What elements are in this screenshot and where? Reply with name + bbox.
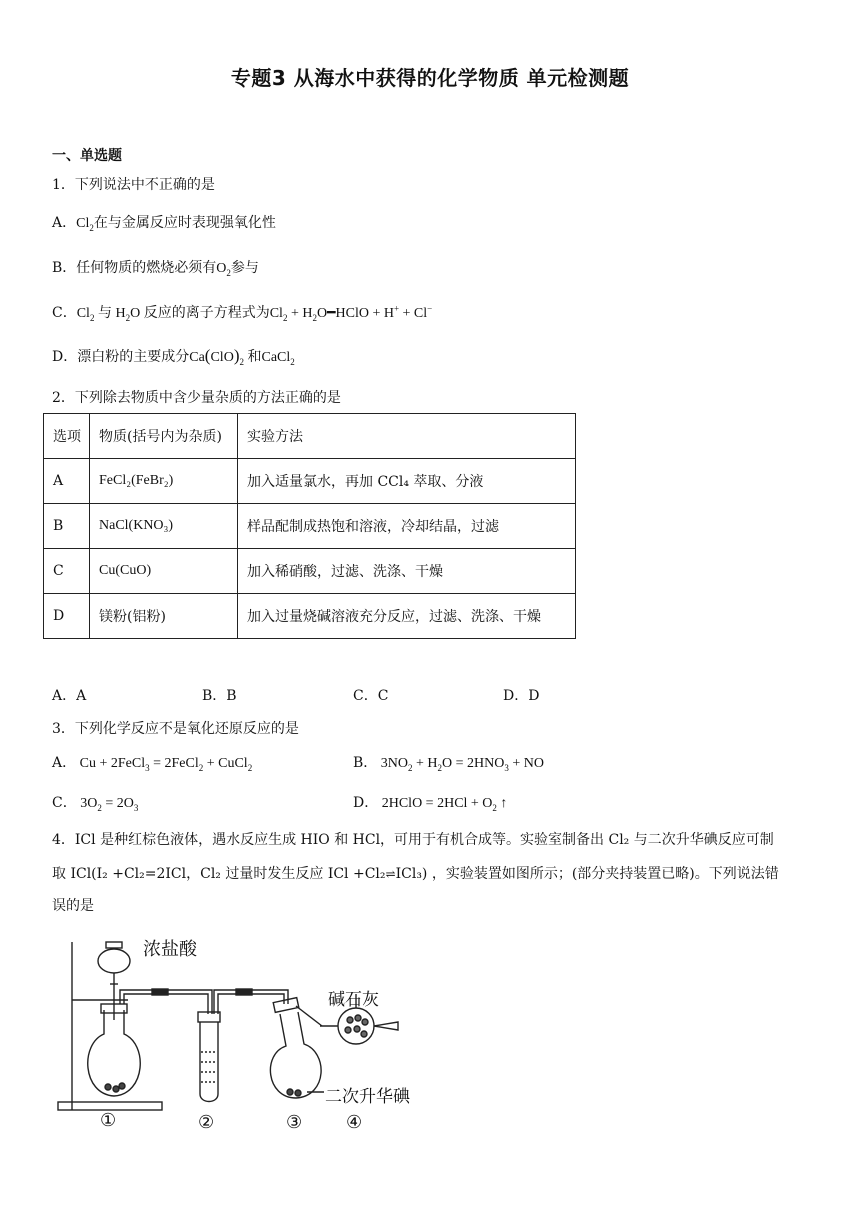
q1-option-c[interactable]: [52, 302, 432, 323]
q1-option-a[interactable]: [52, 212, 276, 233]
stand-base: [58, 1102, 162, 1110]
row-substance: Cu(CuO): [90, 549, 238, 594]
row-method: 样品配制成热饱和溶液，冷却结晶，过滤: [238, 504, 576, 549]
label-conc-hcl: 浓盐酸: [143, 939, 197, 960]
q2-choice-c[interactable]: C．C: [353, 688, 389, 704]
row-option: B: [44, 504, 90, 549]
q3-a-prefix: A．: [52, 755, 77, 771]
q1-b-prefix: B．任何物质的燃烧必须有: [52, 260, 217, 276]
page-title: 专题3 从海水中获得的化学物质 单元检测题: [230, 66, 630, 90]
header-method: 实验方法: [238, 414, 576, 459]
q1-stem: 1．下列说法中不正确的是: [52, 177, 215, 193]
label-number-1: ①: [100, 1110, 117, 1131]
row-substance: 镁粉(铝粉): [90, 594, 238, 639]
header-option: 选项: [44, 414, 90, 459]
q1-c-formula: $Cl_2$ 与 $H_2O$: [76, 306, 144, 323]
funnel-stopper: [106, 942, 122, 948]
q3-d-prefix: D．: [353, 795, 379, 811]
flask-3-stopper: [273, 998, 299, 1013]
q3-option-c[interactable]: [52, 792, 138, 813]
q1-d-mid: 和: [247, 349, 262, 365]
label-soda-lime: 碱石灰: [328, 990, 379, 1010]
q4-line-2: [52, 863, 779, 883]
q1-d-prefix: D．漂白粉的主要成分: [52, 349, 190, 365]
label-number-3: ③: [286, 1112, 303, 1133]
q1-option-d[interactable]: [52, 346, 295, 367]
label-number-4: ④: [346, 1112, 363, 1133]
q2-table: [43, 413, 576, 639]
row-substance: FeCl₂(FeBr₂): [90, 459, 238, 504]
section-heading: 一、单选题: [52, 148, 122, 164]
q4-line-2b: ICl₃) ，实验装置如图所示；(部分夹持装置已略)。下列说法错: [395, 866, 779, 882]
header-substance: 物质(括号内为杂质): [90, 414, 238, 459]
q3-b-equation: $3NO_2 + H_2O = 2HNO_3$ + NO: [377, 756, 545, 773]
table-row: [44, 459, 576, 504]
q3-option-d[interactable]: [353, 792, 507, 813]
q3-b-prefix: B．: [353, 755, 378, 771]
q2-stem: 2．下列除去物质中含少量杂质的方法正确的是: [52, 390, 341, 406]
q1-d-formula2: CaCl$_2$: [261, 350, 295, 367]
q4-line-2a: 取 ICl(I₂ +Cl₂=2ICl，Cl₂ 过量时发生反应 ICl +Cl₂: [52, 866, 386, 882]
label-number-2: ②: [198, 1112, 215, 1133]
row-option: C: [44, 549, 90, 594]
q3-c-prefix: C．: [52, 795, 77, 811]
q2-choice-b[interactable]: B．B: [202, 688, 237, 704]
q4-line-3: 误的是: [52, 898, 94, 914]
apparatus-figure: [52, 934, 432, 1139]
q2-choice-a[interactable]: A．A: [52, 688, 87, 704]
label-iodine: 二次升华碘: [325, 1087, 410, 1107]
q1-option-b[interactable]: [52, 257, 259, 278]
reversible-arrow-icon: ⇌: [385, 867, 396, 881]
q1-a-formula: $Cl_2$: [76, 216, 94, 233]
q4-line-1: 4．ICl 是种红棕色液体，遇水反应生成 HIO 和 HCl，可用于有机合成等。实验室制备出 Cl₂ 与二次升华碘反应可制: [52, 832, 774, 848]
flask-3: [270, 1012, 321, 1098]
row-method: 加入过量烧碱溶液充分反应，过滤、洗涤、干燥: [238, 594, 576, 639]
flask-1: [88, 1010, 140, 1096]
q1-b-formula: $O_2$: [216, 261, 231, 278]
q3-d-equation: 2HClO = $2HCl + O_2$ ↑: [378, 796, 508, 813]
table-row: [44, 504, 576, 549]
row-method: 加入稀硝酸，过滤、洗涤、干燥: [238, 549, 576, 594]
row-method: 加入适量氯水，再加 CCl₄ 萃取、分液: [238, 459, 576, 504]
q2-choice-d[interactable]: D．D: [503, 688, 540, 704]
q3-stem: 3．下列化学反应不是氧化还原反应的是: [52, 721, 299, 737]
row-substance: NaCl(KNO₃): [90, 504, 238, 549]
table-header-row: [44, 414, 576, 459]
q3-a-equation: Cu + 2FeCl$_3$ = 2FeCl$_2$ + CuCl$_2$: [76, 756, 253, 773]
q1-b-suffix: 参与: [230, 260, 259, 276]
q3-c-equation: $3O_2 = 2O_3$: [76, 796, 139, 813]
tube-2-stopper: [198, 1012, 220, 1022]
row-option: A: [44, 459, 90, 504]
q1-c-prefix: C．: [52, 305, 77, 321]
table-row: [44, 549, 576, 594]
table-row: [44, 594, 576, 639]
q3-option-b[interactable]: [353, 752, 544, 773]
q1-c-mid: 反应的离子方程式为: [143, 305, 270, 321]
q3-option-a[interactable]: [52, 752, 252, 773]
row-option: D: [44, 594, 90, 639]
dropping-funnel: [98, 949, 130, 973]
q1-d-formula1: $Ca(ClO)_2$: [189, 346, 244, 367]
q1-c-equation: $Cl_2$ + $H_2O━HClO + H^+ + Cl^-$: [269, 303, 433, 323]
q1-a-prefix: A．: [52, 215, 77, 231]
q1-a-text: 在与金属反应时表现强氧化性: [93, 215, 276, 231]
